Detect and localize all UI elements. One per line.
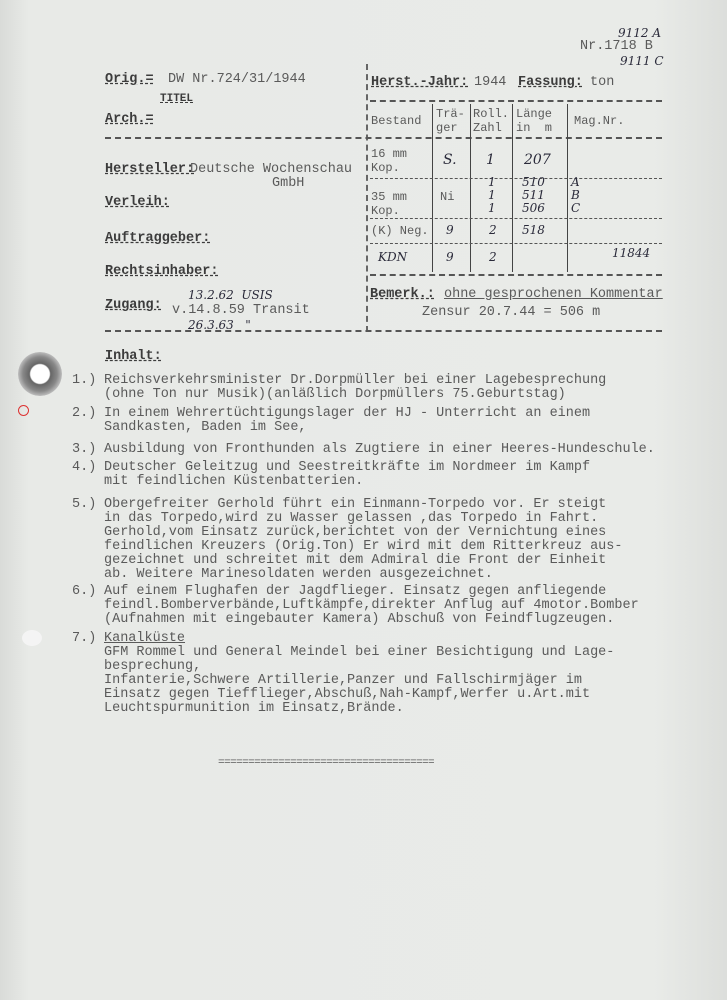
zensur: Zensur 20.7.44 = 506 m — [422, 305, 601, 320]
item-number: 2.) — [72, 406, 97, 421]
zugang-label: Zugang: — [105, 298, 162, 313]
table-col-line — [512, 104, 513, 272]
cell-rollen: 1 1 1 — [488, 175, 496, 215]
table-col-line — [567, 104, 568, 272]
cell-mag: 11844 — [612, 246, 651, 260]
cell-bestand: KDN — [378, 250, 408, 264]
table-col-line — [432, 104, 433, 272]
archive-number-c: 9111 C — [620, 54, 664, 68]
item-line: In einem Wehrertüchtigungslager der HJ - Unterricht an einem — [104, 406, 591, 421]
verleih-label: Verleih: — [105, 195, 170, 210]
item-line: feindl.Bomberverbände,Luftkämpfe,direkter Anflug auf 4motor.Bomber — [104, 598, 639, 613]
end-rule: ==================================== — [218, 757, 435, 769]
cell-traeger: Ni — [440, 190, 455, 204]
table-row-line — [370, 218, 662, 219]
divider — [105, 137, 662, 139]
item-number: 7.) — [72, 631, 97, 646]
punch-hole-mark — [18, 405, 29, 416]
table-header-laenge: Länge in m — [516, 107, 553, 135]
table-col-line — [470, 104, 471, 272]
hersteller-value-2: GmbH — [272, 176, 305, 191]
cell-rollen: 2 — [489, 223, 497, 237]
archive-number-a: 9112 A — [618, 26, 662, 40]
item-line: Gerhold,vom Einsatz zurück,berichtet von der Vernichtung eines — [104, 525, 607, 540]
cell-mag: A B C — [571, 175, 581, 215]
cell-bestand: (K) Neg. — [371, 224, 429, 238]
cell-bestand: 35 mm Kop. — [371, 190, 408, 218]
herst-jahr-label: Herst.-Jahr: — [371, 75, 469, 90]
cell-bestand: 16 mm Kop. — [371, 147, 408, 175]
item-line: Obergefreiter Gerhold führt ein Einmann-Torpedo vor. Er steigt — [104, 497, 607, 512]
titel-label: TITEL — [160, 93, 194, 105]
arch-label: Arch.= — [105, 112, 154, 127]
item-number: 4.) — [72, 460, 97, 475]
item-line: Infanterie,Schwere Artillerie,Panzer und Fallschirmjäger im — [104, 673, 582, 688]
punch-hole — [18, 352, 62, 396]
item-line: Leuchtspurmunition im Einsatz,Brände. — [104, 701, 404, 716]
rechtsinhaber-label: Rechtsinhaber: — [105, 264, 219, 279]
orig-value: DW Nr.724/31/1944 — [168, 72, 306, 87]
item-line: Deutscher Geleitzug und Seestreitkräfte im Nordmeer im Kampf — [104, 460, 591, 475]
item-line: ab. Weitere Marinesoldaten werden ausgezeichnet. — [104, 567, 493, 582]
fassung-label: Fassung: — [518, 75, 583, 90]
cell-laenge: 510 511 506 — [522, 175, 545, 215]
cell-traeger: S. — [443, 152, 457, 168]
inhalt-label: Inhalt: — [105, 349, 162, 364]
hersteller-label: Hersteller: — [105, 162, 195, 177]
table-row-line — [370, 178, 662, 179]
cell-traeger: 9 — [446, 223, 454, 237]
zugang-handwritten-1: 13.2.62 USIS — [188, 288, 273, 302]
item-line: Sandkasten, Baden im See, — [104, 420, 307, 435]
auftraggeber-label: Auftraggeber: — [105, 231, 211, 246]
zugang-value: v.14.8.59 Transit — [172, 303, 310, 318]
bemerk-label: Bemerk.: — [370, 287, 435, 302]
table-header-bestand: Bestand — [371, 114, 422, 128]
item-line: gezeichnet und schreitet mit dem Admiral die Front der Einheit — [104, 553, 607, 568]
item-line: besprechung, — [104, 659, 202, 674]
archive-number: Nr.1718 B — [580, 39, 653, 54]
table-header-mag: Mag.Nr. — [574, 114, 625, 128]
cell-laenge: 518 — [522, 223, 545, 237]
cell-rollen: 1 — [486, 152, 495, 168]
item-number: 3.) — [72, 442, 97, 457]
item-line: Reichsverkehrsminister Dr.Dorpmüller bei einer Lagebesprechung — [104, 373, 607, 388]
bemerk-value: ohne gesprochenen Kommentar — [444, 287, 663, 302]
cell-traeger: 9 — [446, 250, 454, 264]
item-line: feindlichen Kreuzers (Orig.Ton) Er wird mit dem Ritterkreuz aus- — [104, 539, 623, 554]
item-line: mit feindlichen Küstenbatterien. — [104, 474, 364, 489]
orig-label: Orig.= — [105, 72, 154, 87]
item-number: 5.) — [72, 497, 97, 512]
hersteller-value: Deutsche Wochenschau — [190, 162, 353, 177]
table-row-line — [370, 243, 662, 244]
item-line: in das Torpedo,wird zu Wasser gelassen ,das Torpedo in Fahrt. — [104, 511, 599, 526]
divider — [370, 100, 662, 102]
fassung-value: ton — [590, 75, 615, 90]
item-line: Einsatz gegen Tiefflieger,Abschuß,Nah-Kampf,Werfer u.Art.mit — [104, 687, 591, 702]
punch-hole — [22, 630, 42, 646]
zugang-handwritten-2: 26.3.63 " — [188, 318, 251, 332]
cell-laenge: 207 — [524, 152, 551, 168]
item-line: (ohne Ton nur Musik)(anläßlich Dorpmüllers 75.Geburtstag) — [104, 387, 566, 402]
cell-rollen: 2 — [489, 250, 497, 264]
item-line: Kanalküste — [104, 631, 186, 646]
item-line: GFM Rommel und General Meindel bei einer Besichtigung und Lage- — [104, 645, 615, 660]
column-divider — [366, 64, 368, 332]
item-number: 1.) — [72, 373, 97, 388]
item-line: Ausbildung von Fronthunden als Zugtiere in einer Heeres-Hundeschule. — [104, 442, 655, 457]
divider — [370, 274, 662, 276]
table-header-rollen: Roll. Zahl — [473, 107, 510, 135]
item-line: (Aufnahmen mit eingebauter Kamera) Abschuß von Feindflugzeugen. — [104, 612, 615, 627]
item-line: Auf einem Flughafen der Jagdflieger. Einsatz gegen anfliegende — [104, 584, 607, 599]
table-header-traeger: Trä- ger — [436, 107, 465, 135]
item-number: 6.) — [72, 584, 97, 599]
herst-jahr-value: 1944 — [474, 75, 507, 90]
